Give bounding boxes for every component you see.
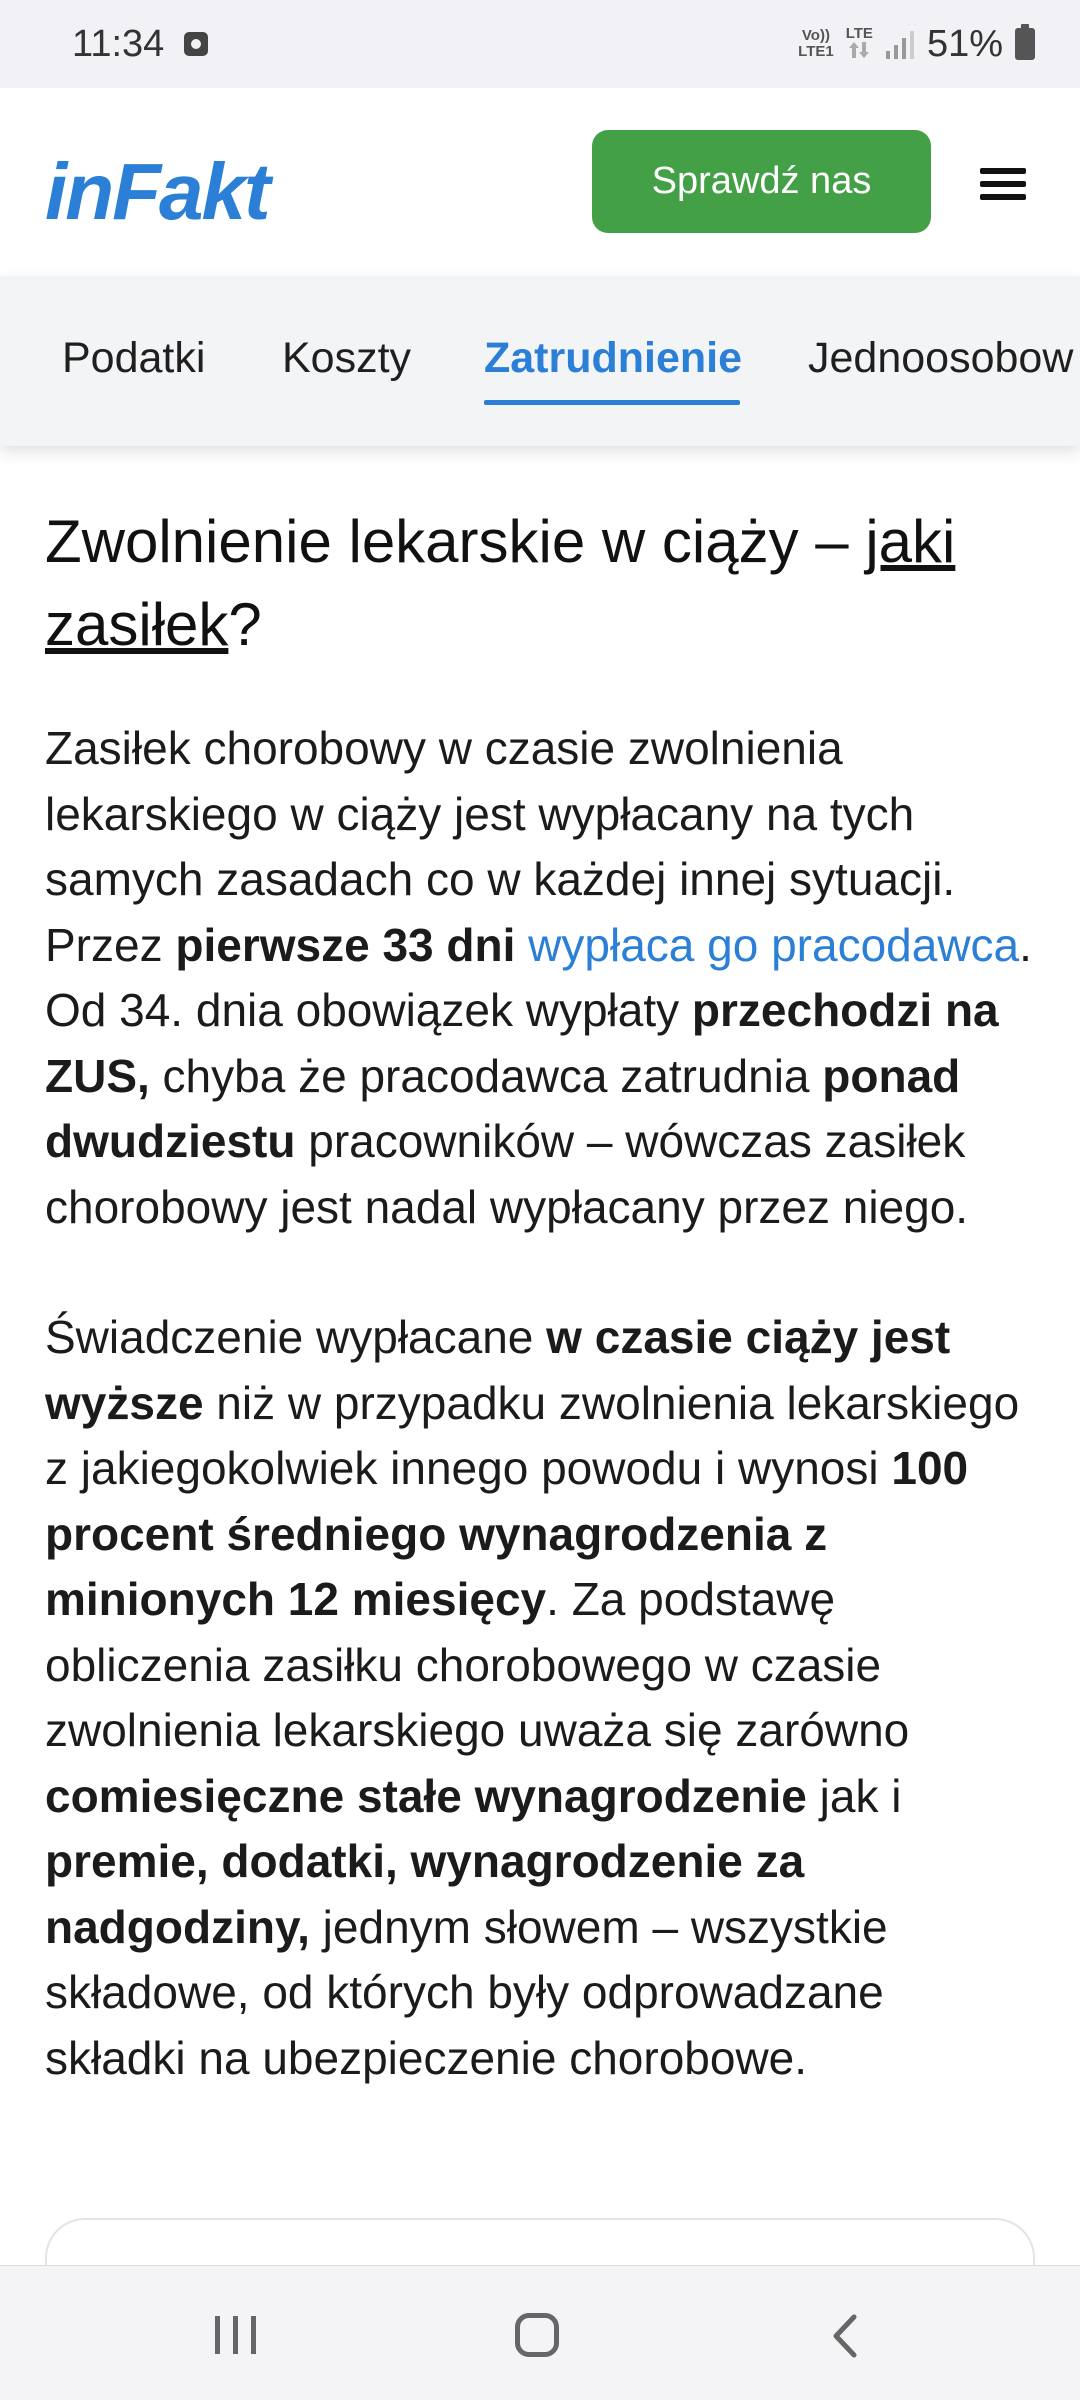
p2-text-5: jednym słowem – wszystkie składowe, od których były odprowadzane składki na ubezpieczenie chorobowe.: [45, 1900, 888, 2084]
status-left: [72, 23, 210, 66]
status-bar: [0, 0, 1080, 88]
active-tab-indicator: [484, 400, 740, 405]
article-content: [45, 500, 1035, 2156]
p1-text-3: . Od 34. dnia obowiązek wypłaty: [45, 918, 1032, 1036]
title-text: Zwolnienie lekarskie w ciąży –: [45, 508, 866, 575]
tab-podatki[interactable]: Podatki: [62, 334, 206, 382]
p2-bold-1: w czasie ciąży jest wyższe: [45, 1311, 951, 1429]
back-icon[interactable]: [830, 2314, 860, 2358]
p1-text-5: pracowników – wówczas zasiłek chorobowy jest nadal wypłacany przez niego.: [45, 1115, 969, 1233]
lte-label: LTE: [845, 25, 873, 42]
p2-bold-4: premie, dodatki, wynagrodzenie za nadgodziny,: [45, 1835, 805, 1953]
category-tabs: [0, 276, 1080, 446]
site-header: [0, 88, 1080, 276]
check-us-button[interactable]: Sprawdź nas: [592, 130, 931, 233]
volte-bottom: LTE1: [798, 43, 834, 60]
status-time: 11:34: [72, 22, 165, 65]
lte-indicator: [846, 26, 873, 62]
tab-jednoosobowa[interactable]: Jednoosobow: [808, 334, 1074, 382]
p2-text-1: Świadczenie wypłacane: [45, 1311, 547, 1363]
p1-bold-2: przechodzi na ZUS,: [45, 984, 999, 1102]
tab-zatrudnienie[interactable]: Zatrudnienie: [484, 334, 743, 382]
p1-bold-1: pierwsze 33 dni: [175, 918, 516, 971]
system-navigation-bar: [0, 2265, 1080, 2400]
infakt-logo[interactable]: inFakt: [45, 147, 269, 236]
recent-apps-icon[interactable]: [215, 2316, 257, 2354]
volte-indicator: [798, 28, 834, 60]
screen-record-icon: [182, 30, 210, 58]
title-link[interactable]: jaki zasiłek: [45, 508, 956, 658]
signal-icon: [885, 29, 915, 59]
title-end: ?: [228, 591, 262, 658]
p1-bold-3: ponad dwudziestu: [45, 1049, 961, 1167]
volte-top: Vo)): [801, 27, 830, 44]
p2-text-4: jak i: [806, 1769, 902, 1822]
p1-text-1: Zasiłek chorobowy w czasie zwolnienia lekarskiego w ciąży jest wypłacany na tych samych zasadach co w każdej innej sytuacji. Przez: [45, 722, 956, 971]
p1-text-4: chyba że pracodawca zatrudnia: [149, 1049, 823, 1102]
p2-text-3: . Za podstawę obliczenia zasiłku chorobowego w czasie zwolnienia lekarskiego uważa się zarówno: [45, 1573, 910, 1756]
tab-koszty[interactable]: Koszty: [282, 334, 412, 382]
paragraph-2: [45, 1305, 1035, 2091]
article-title: [45, 500, 1035, 666]
paragraph-1: [45, 716, 1035, 1240]
battery-icon: [1015, 28, 1035, 60]
employer-pays-link[interactable]: wypłaca go pracodawca: [528, 918, 1020, 971]
battery-percent: 51%: [926, 22, 1003, 65]
p2-bold-2: 100 procent średniego wynagrodzenia z minionych 12 miesięcy: [45, 1442, 969, 1625]
p1-text-2: [515, 919, 528, 971]
hamburger-menu-icon[interactable]: [980, 168, 1026, 200]
status-right: [798, 23, 1035, 66]
home-icon[interactable]: [515, 2313, 559, 2357]
p2-bold-3: comiesięczne stałe wynagrodzenie: [45, 1769, 807, 1822]
p2-text-2: niż w przypadku zwolnienia lekarskiego z jakiegokolwiek innego powodu i wynosi: [45, 1376, 1020, 1494]
data-arrows-icon: [848, 42, 870, 58]
